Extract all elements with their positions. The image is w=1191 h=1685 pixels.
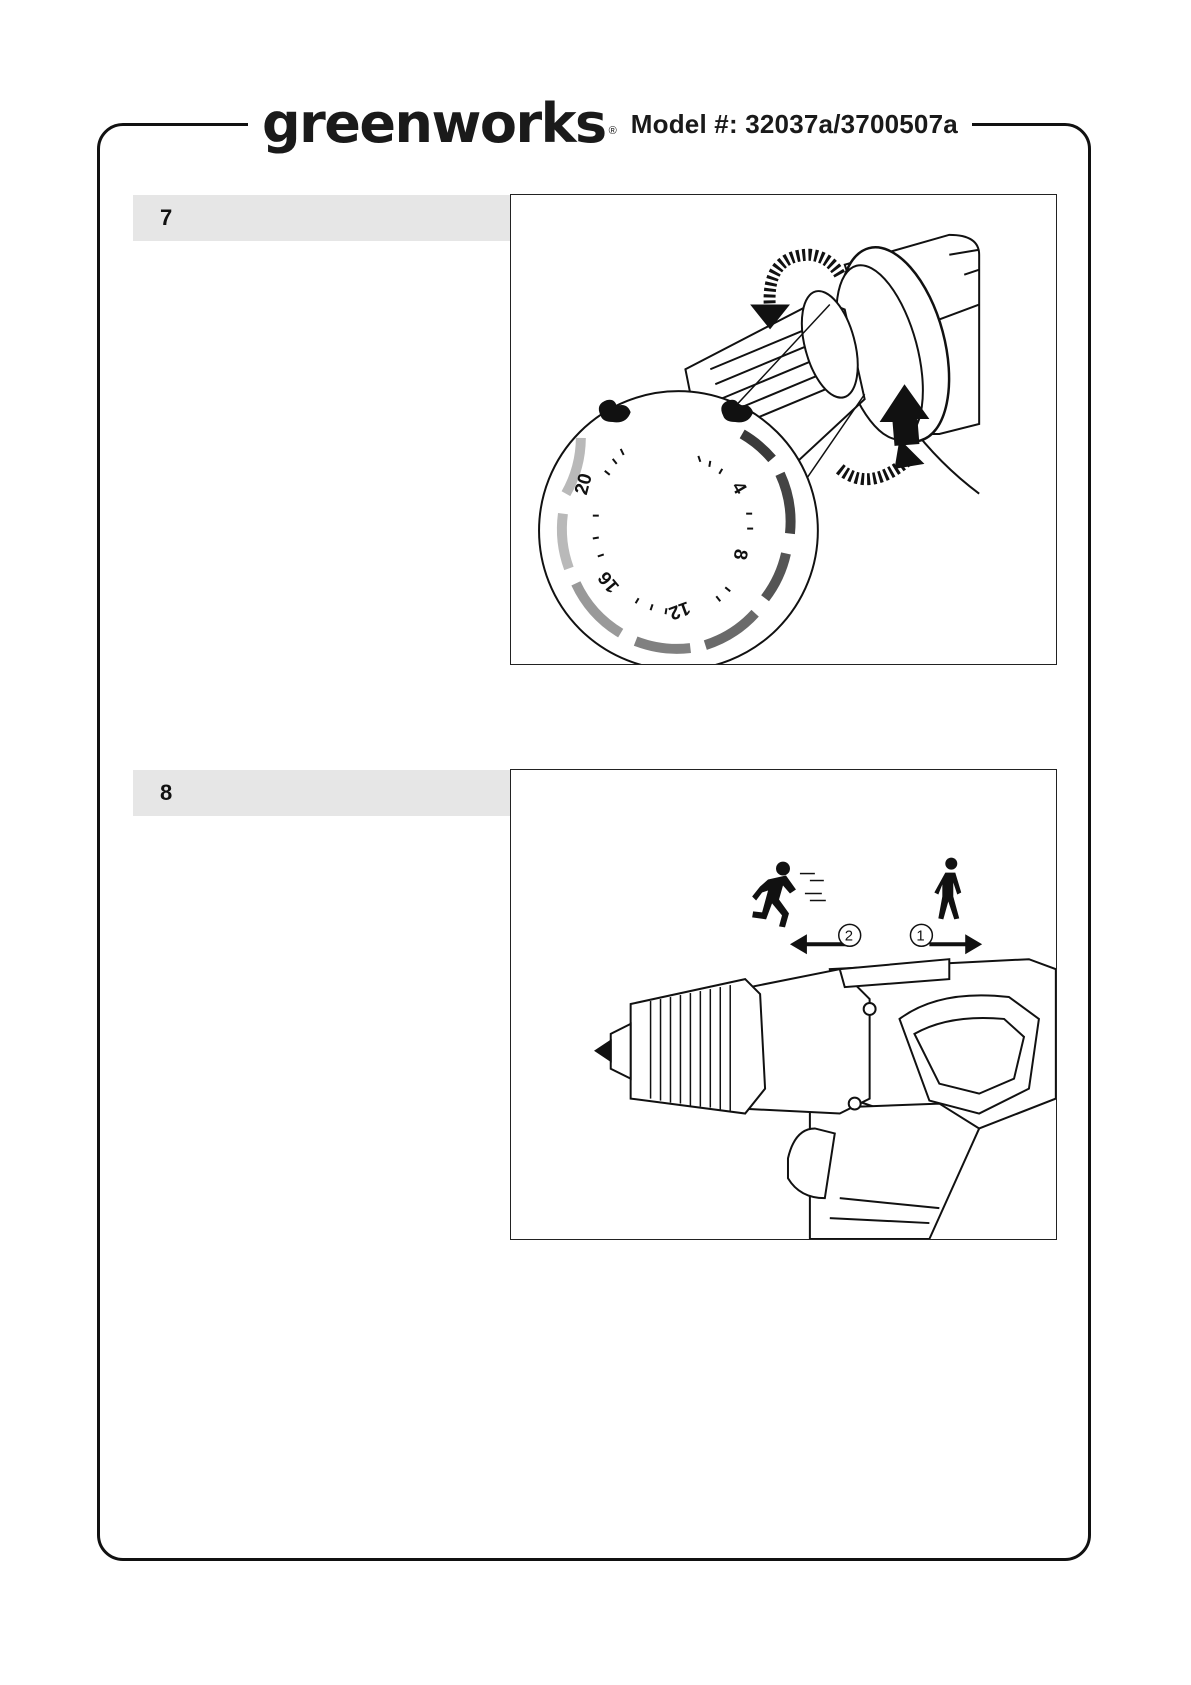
dial-label-8: 8 bbox=[728, 547, 752, 562]
registered-mark: ® bbox=[608, 125, 617, 137]
dial-label-12: 12 bbox=[665, 596, 693, 624]
step-number: 7 bbox=[160, 205, 173, 230]
page-header bbox=[248, 92, 972, 156]
brand-logo: greenworks bbox=[262, 92, 606, 155]
speed-switch-illustration bbox=[511, 770, 1056, 1239]
step-8-bar bbox=[133, 770, 510, 816]
step-7-bar bbox=[133, 195, 510, 241]
torque-dial-illustration bbox=[511, 195, 1056, 664]
magnified-dial bbox=[539, 391, 818, 664]
arrow-right-icon bbox=[929, 934, 982, 954]
running-person-icon bbox=[752, 862, 826, 928]
figure-speed-switch bbox=[510, 769, 1057, 1240]
figure-torque-dial bbox=[510, 194, 1057, 665]
step-number: 8 bbox=[160, 780, 173, 805]
callout-2-label: 2 bbox=[844, 927, 854, 945]
model-number: Model #: 32037a/3700507a bbox=[630, 108, 958, 139]
dial-label-16: 16 bbox=[594, 566, 624, 597]
dial-label-4: 4 bbox=[726, 478, 751, 498]
drill-icon bbox=[596, 959, 1056, 1239]
walking-person-icon bbox=[934, 858, 961, 920]
callout-1-label: 1 bbox=[916, 927, 925, 945]
dial-label-20: 20 bbox=[571, 471, 597, 498]
